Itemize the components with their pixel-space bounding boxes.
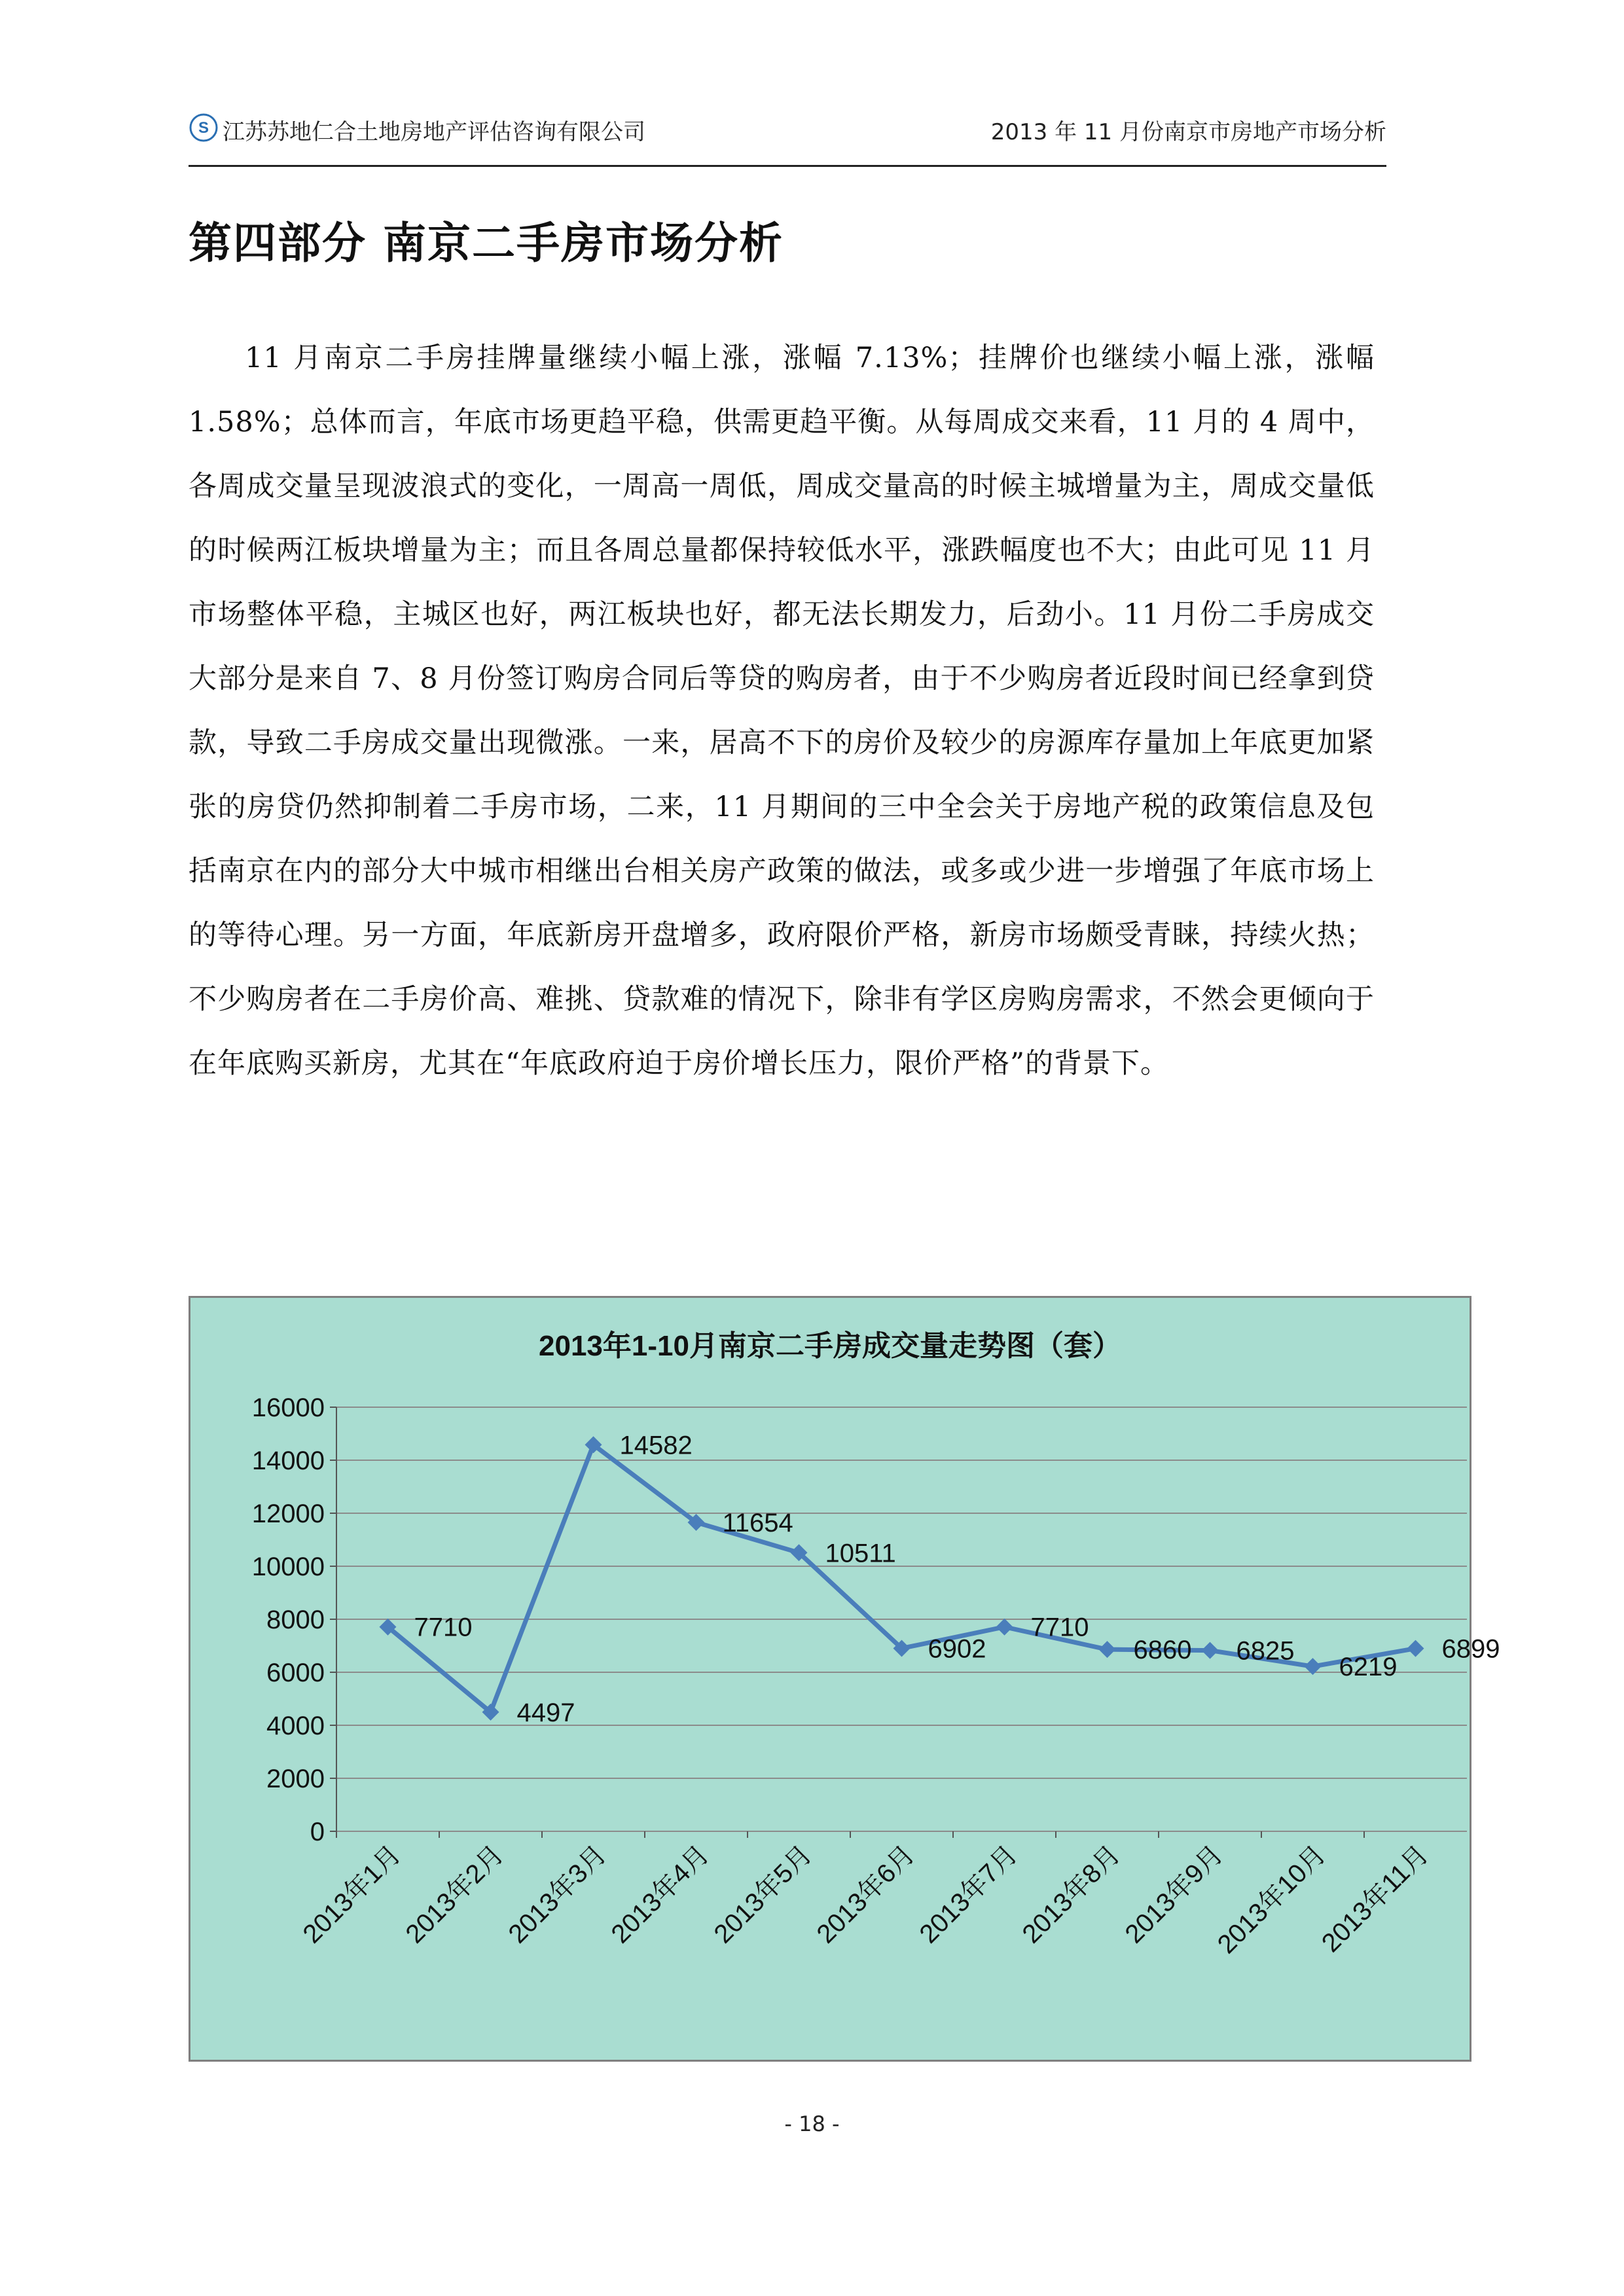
data-label: 11654 <box>722 1509 793 1538</box>
x-tick-label: 2013年5月 <box>708 1840 818 1949</box>
line-chart <box>190 1298 1500 2060</box>
x-tick-label: 2013年6月 <box>811 1840 920 1949</box>
grid-lines <box>330 1407 1467 1838</box>
data-label: 4497 <box>516 1698 575 1727</box>
data-label: 6899 <box>1441 1634 1500 1664</box>
data-label: 6902 <box>928 1634 986 1664</box>
y-tick-label: 2000 <box>266 1765 325 1793</box>
data-label: 7710 <box>414 1613 473 1642</box>
data-label: 14582 <box>619 1431 693 1460</box>
body-paragraph: 11 月南京二手房挂牌量继续小幅上涨，涨幅 7.13%；挂牌价也继续小幅上涨，涨幅 1.58%；总体而言，年底市场更趋平稳，供需更趋平衡。从每周成交来看，11 月的 4 周中，各周成交量呈现波浪式的变化，一周高一周低，周成交量高的时候主城增量为主，周成交量低的时候两江板块增量为主；而且各周总量都保持较低水平，涨跌幅度也不大；由此可见 11 月市场整体平稳，主城区也好，两江板块也好，都无法长期发力，后劲小。11 月份二手房成交大部分是来自 7、8 月份签订购房合同后等贷的购房者，由于不少购房者近段时间已经拿到贷款，导致二手房成交量出现微涨。一来，居高不下的房价及较少的房源库存量加上年底更加紧张的房贷仍然抑制着二手房市场，二来，11 月期间的三中全会关于房地产税的政策信息及包括南京在内的部分大中城市相继出台相关房产政策的做法，或多或少进一步增强了年底市场上的等待心理。另一方面，年底新房开盘增多，政府限价严格，新房市场颇受青睐，持续火热；不少购房者在二手房价高、难挑、贷款难的情况下，除非有学区房购房需求，不然会更倾向于在年底购买新房，尤其在“年底政府迫于房价增长压力，限价严格”的背景下。 <box>189 342 1375 1080</box>
company-name: 江苏苏地仁合土地房地产评估咨询有限公司 <box>223 119 645 145</box>
company-logo-icon <box>189 113 219 143</box>
data-point <box>1407 1640 1424 1657</box>
data-label: 6825 <box>1236 1636 1295 1666</box>
logo-letter: S <box>198 119 209 137</box>
y-tick-label: 16000 <box>251 1393 325 1422</box>
x-tick-label: 2013年3月 <box>503 1840 612 1949</box>
data-labels <box>414 1431 1500 1727</box>
chart-panel <box>189 1296 1500 2062</box>
data-label: 6219 <box>1339 1653 1398 1682</box>
data-label: 7710 <box>1030 1613 1089 1642</box>
y-axis-tick-labels <box>252 1393 325 1846</box>
report-title: 2013 年 11 月份南京市房地产市场分析 <box>990 119 1386 145</box>
data-point <box>996 1619 1013 1636</box>
y-tick-label: 12000 <box>251 1499 325 1528</box>
data-point <box>1099 1641 1116 1658</box>
x-tick-label: 2013年2月 <box>400 1840 509 1949</box>
y-tick-label: 0 <box>310 1818 325 1846</box>
data-label: 6860 <box>1133 1636 1192 1665</box>
x-tick-label: 2013年4月 <box>605 1840 715 1949</box>
y-tick-label: 6000 <box>266 1659 325 1687</box>
x-tick-label: 2013年7月 <box>914 1840 1023 1949</box>
section-title: 第四部分 南京二手房市场分析 <box>189 217 784 268</box>
y-tick-label: 10000 <box>251 1552 325 1581</box>
y-tick-label: 14000 <box>251 1446 325 1475</box>
y-tick-label: 4000 <box>266 1712 325 1740</box>
x-tick-label: 2013年1月 <box>297 1840 406 1949</box>
page-number: - 18 - <box>784 2111 840 2136</box>
series-points <box>380 1436 1424 1720</box>
chart-title: 2013年1-10月南京二手房成交量走势图（套） <box>539 1330 1121 1362</box>
data-point <box>1202 1642 1219 1659</box>
page-header <box>189 105 1386 167</box>
x-tick-label: 2013年11月 <box>1316 1840 1434 1958</box>
x-axis-tick-labels <box>298 1840 1434 1959</box>
data-label: 10511 <box>825 1539 896 1568</box>
y-tick-label: 8000 <box>266 1605 325 1634</box>
x-tick-label: 2013年8月 <box>1017 1840 1126 1949</box>
x-tick-label: 2013年10月 <box>1212 1840 1331 1960</box>
x-tick-label: 2013年9月 <box>1119 1840 1229 1949</box>
